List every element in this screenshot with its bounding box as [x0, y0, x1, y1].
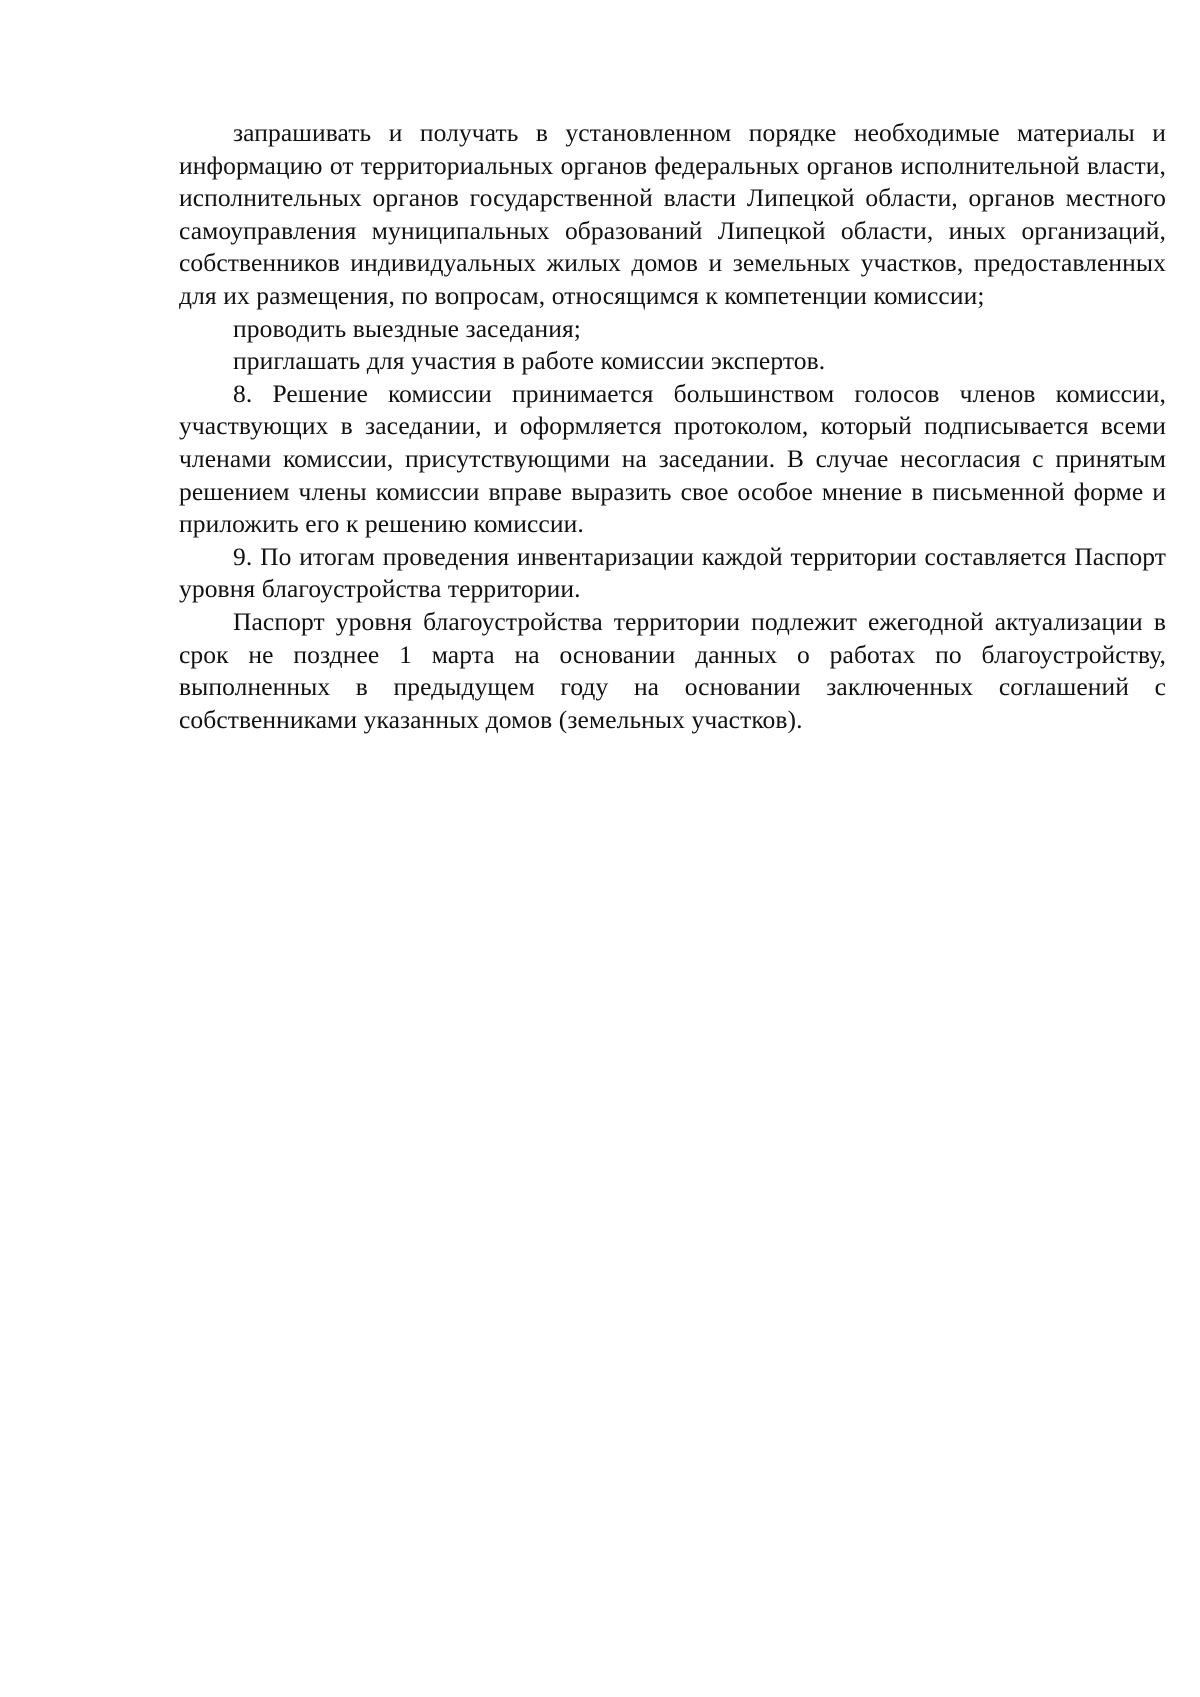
paragraph-item-9: 9. По итогам проведения инвентаризации каждой территории составляется Паспорт уровня благоустройства территории.	[179, 541, 1166, 604]
paragraph-request-materials: запрашивать и получать в установленном порядке необходимые материалы и информацию от территориальных органов федеральных органов исполнительной власти, исполнительных органов государственной власти Липецкой области, органов местного самоуправления муниципальных образований Липецкой области, иных организаций, собственников индивидуальных жилых домов и земельных участков, предоставленных для их размещения, по вопросам, относящимся к компетенции комиссии;	[179, 118, 1166, 310]
paragraph-passport-update: Паспорт уровня благоустройства территории подлежит ежегодной актуализации в срок не позднее 1 марта на основании данных о работах по благоустройству, выполненных в предыдущем году на основании заключенных соглашений с собственниками указанных домов (земельных участков).	[179, 606, 1166, 734]
paragraph-item-8: 8. Решение комиссии принимается большинством голосов членов комиссии, участвующих в заседании, и оформляется протоколом, который подписывается всеми членами комиссии, присутствующими на заседании. В случае несогласия с принятым решением члены комиссии вправе выразить свое особое мнение в письменной форме и приложить его к решению комиссии.	[179, 378, 1166, 539]
document-body	[179, 117, 1166, 736]
paragraph-field-meetings: проводить выездные заседания;	[233, 313, 581, 343]
paragraph-invite-experts: приглашать для участия в работе комиссии экспертов.	[233, 346, 826, 376]
